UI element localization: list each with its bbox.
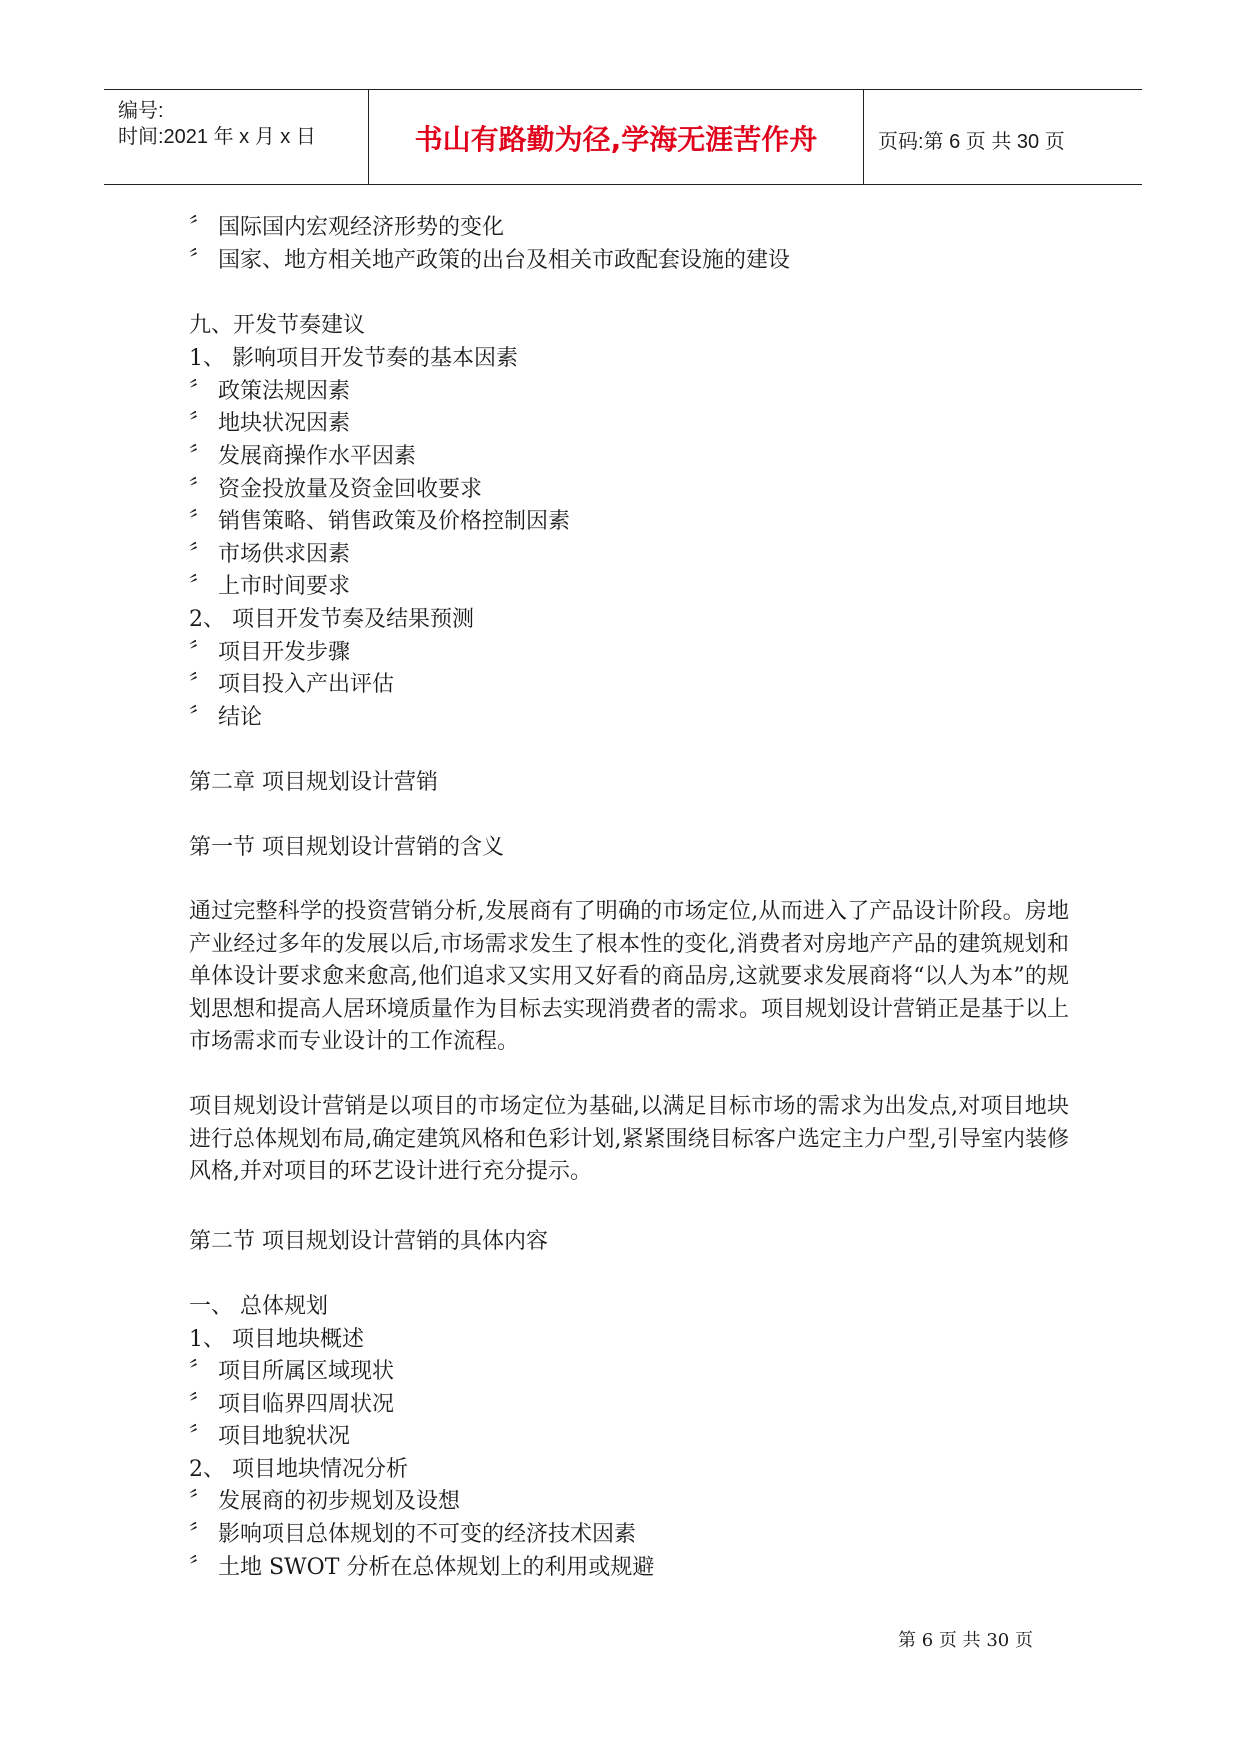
bullet-line: 〞 资金投放量及资金回收要求 — [189, 477, 482, 502]
header-motto-cell — [369, 90, 864, 184]
section-heading: 九、开发节奏建议 — [189, 313, 366, 338]
bullet-line: 〞 土地 SWOT 分析在总体规划上的利用或规避 — [189, 1555, 655, 1580]
bullet-line: 〞 项目地貌状况 — [189, 1424, 350, 1449]
bullet-line: 〞 结论 — [189, 705, 262, 730]
body-paragraph: 项目规划设计营销是以项目的市场定位为基础,以满足目标市场的需求为出发点,对项目地块进行总体规划布局,确定建筑风格和色彩计划,紧紧围绕目标客户选定主力户型,引导室内装修风格,并对项目的环艺设计进行充分提示。 — [189, 1094, 1069, 1185]
body-paragraph: 通过完整科学的投资营销分析,发展商有了明确的市场定位,从而进入了产品设计阶段。房地产业经过多年的发展以后,市场需求发生了根本性的变化,消费者对房地产产品的建筑规划和单体设计要求愈来愈高,他们追求又实用又好看的商品房,这就要求发展商将“以人为本”的规划思想和提高人居环境质量作为目标去实现消费者的需求。项目规划设计营销正是基于以上市场需求而专业设计的工作流程。 — [189, 899, 1070, 1055]
bullet-line: 〞 项目开发步骤 — [189, 640, 350, 665]
header-page-cell — [864, 90, 1142, 184]
chapter-heading: 第二章 项目规划设计营销 — [189, 770, 438, 795]
bullet-line: 〞 销售策略、销售政策及价格控制因素 — [189, 509, 570, 534]
subsection-heading: 1、 项目地块概述 — [189, 1327, 364, 1352]
bullet-line: 〞 项目投入产出评估 — [189, 672, 394, 697]
bullet-line: 〞 项目临界四周状况 — [189, 1392, 394, 1417]
bullet-line: 〞 地块状况因素 — [189, 411, 350, 436]
document-header — [104, 89, 1142, 185]
bullet-line: 〞 市场供求因素 — [189, 542, 350, 567]
page-footer: 第 6 页 共 30 页 — [898, 1630, 1033, 1651]
subsection-heading: 一、 总体规划 — [189, 1294, 328, 1319]
bullet-line: 〞 国家、地方相关地产政策的出台及相关市政配套设施的建设 — [189, 248, 790, 273]
section-heading: 第一节 项目规划设计营销的含义 — [189, 835, 504, 860]
header-motto: 书山有路勤为径,学海无涯苦作舟 — [414, 123, 818, 156]
header-meta-cell — [104, 90, 369, 184]
bullet-line: 〞 上市时间要求 — [189, 574, 350, 599]
bullet-line: 〞 影响项目总体规划的不可变的经济技术因素 — [189, 1522, 636, 1547]
document-number-label: 编号: — [118, 100, 164, 122]
header-page-code: 页码:第 6 页 共 30 页 — [878, 131, 1065, 153]
bullet-line: 〞 发展商的初步规划及设想 — [189, 1489, 460, 1514]
bullet-line: 〞 项目所属区域现状 — [189, 1359, 394, 1384]
subsection-heading: 1、 影响项目开发节奏的基本因素 — [189, 346, 518, 371]
section-heading: 第二节 项目规划设计营销的具体内容 — [189, 1229, 548, 1254]
subsection-heading: 2、 项目地块情况分析 — [189, 1457, 408, 1482]
bullet-line: 〞 发展商操作水平因素 — [189, 444, 416, 469]
bullet-line: 〞 政策法规因素 — [189, 379, 350, 404]
document-time-label: 时间:2021 年 x 月 x 日 — [118, 126, 316, 148]
subsection-heading: 2、 项目开发节奏及结果预测 — [189, 607, 474, 632]
bullet-line: 〞 国际国内宏观经济形势的变化 — [189, 215, 504, 240]
